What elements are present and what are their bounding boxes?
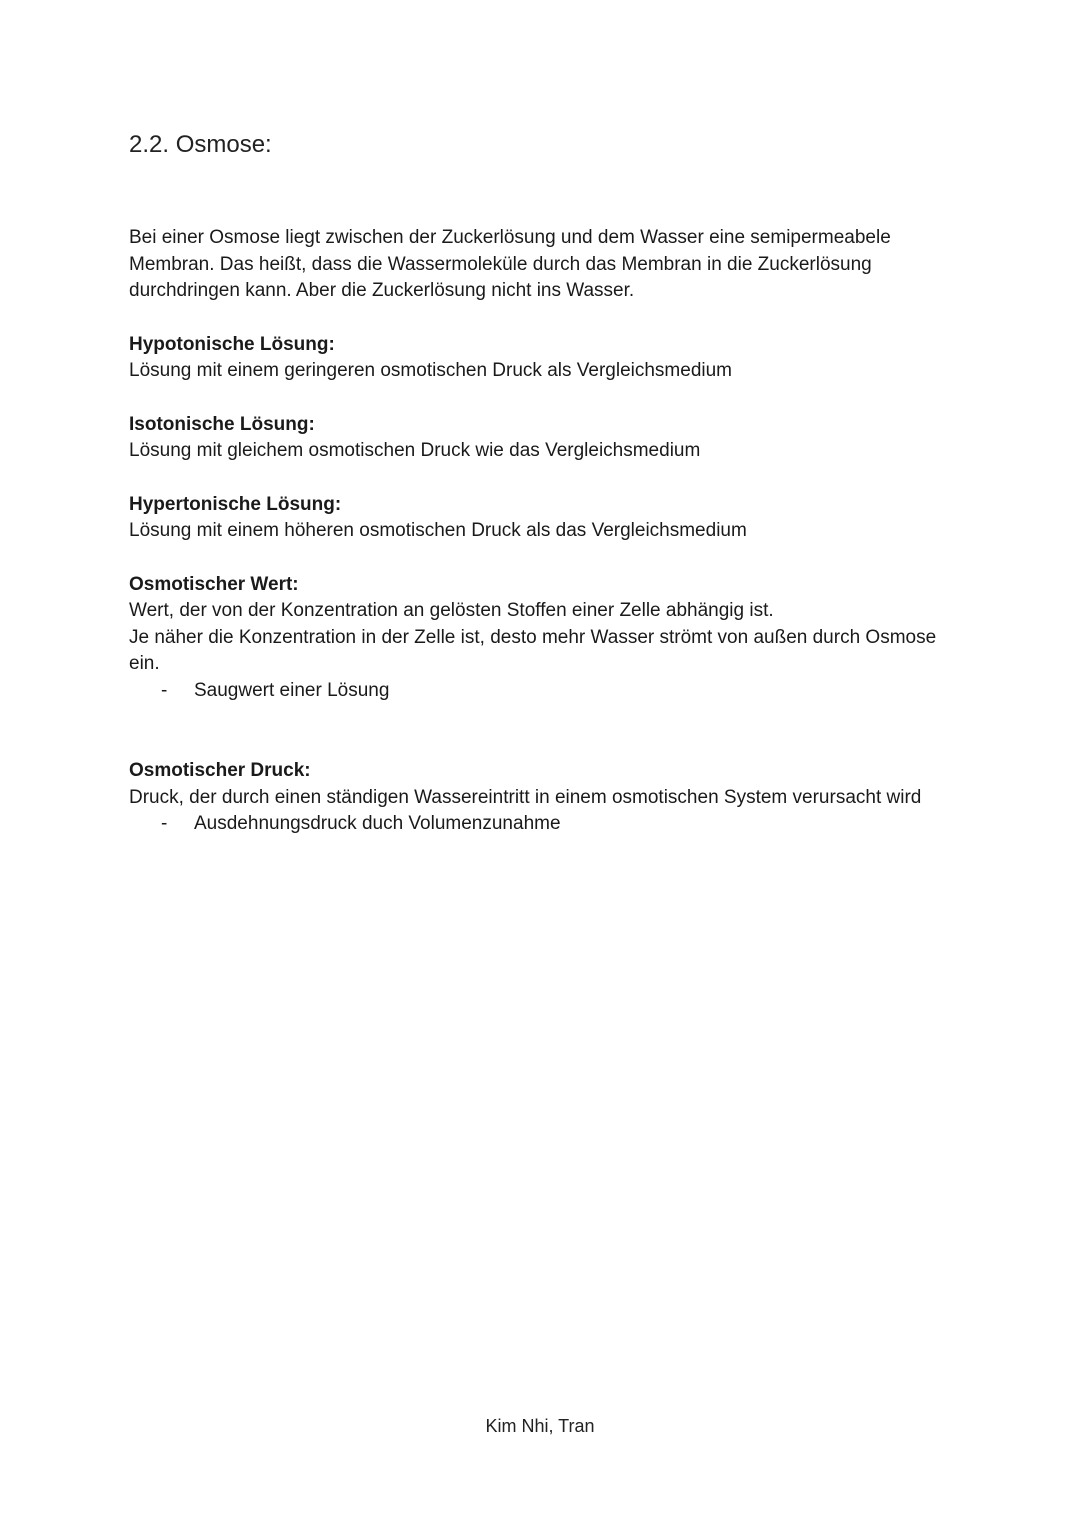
bullet-item — [129, 678, 939, 705]
definition-block-isotonic — [129, 412, 939, 465]
document-body — [129, 225, 939, 838]
definition-block-hypertonic — [129, 492, 939, 545]
term-title: Hypotonische Lösung: — [129, 333, 335, 355]
term-definition-continued: Je näher die Konzentration in der Zelle ist, desto mehr Wasser strömt von außen durch Osmose ein. — [129, 626, 937, 674]
section-heading: 2.2. Osmose: — [129, 131, 272, 158]
term-title: Isotonische Lösung: — [129, 413, 315, 435]
bullet-item — [129, 811, 939, 838]
term-title: Hypertonische Lösung: — [129, 493, 342, 515]
definition-block-hypotonic — [129, 332, 939, 385]
term-title: Osmotischer Druck: — [129, 760, 311, 781]
term-title: Osmotischer Wert: — [129, 573, 299, 595]
term-definition: Lösung mit gleichem osmotischen Druck wie das Vergleichsmedium — [129, 440, 701, 461]
term-definition: Lösung mit einem höheren osmotischen Druck als das Vergleichsmedium — [129, 520, 747, 541]
bullet-text: Saugwert einer Lösung — [194, 679, 390, 701]
bullet-marker: - — [161, 813, 168, 834]
term-definition: Druck, der durch einen ständigen Wassereintritt in einem osmotischen System verursacht wird — [129, 786, 922, 808]
bullet-text: Ausdehnungsdruck duch Volumenzunahme — [194, 813, 561, 834]
bullet-marker: - — [161, 679, 168, 701]
term-definition: Wert, der von der Konzentration an gelösten Stoffen einer Zelle abhängig ist. — [129, 600, 774, 621]
intro-paragraph: Bei einer Osmose liegt zwischen der Zuckerlösung und dem Wasser eine semipermeabele Membran. Das heißt, dass die Wassermoleküle durch das Membran in die Zuckerlösung durchdringen kann. Aber die Zuckerlösung nicht ins Wasser. — [129, 227, 891, 301]
term-definition: Lösung mit einem geringeren osmotischen Druck als Vergleichsmedium — [129, 360, 733, 381]
definition-block-osmotic-value — [129, 572, 939, 705]
page-footer-author: Kim Nhi, Tran — [485, 1416, 595, 1436]
definition-block-osmotic-pressure — [129, 758, 939, 838]
